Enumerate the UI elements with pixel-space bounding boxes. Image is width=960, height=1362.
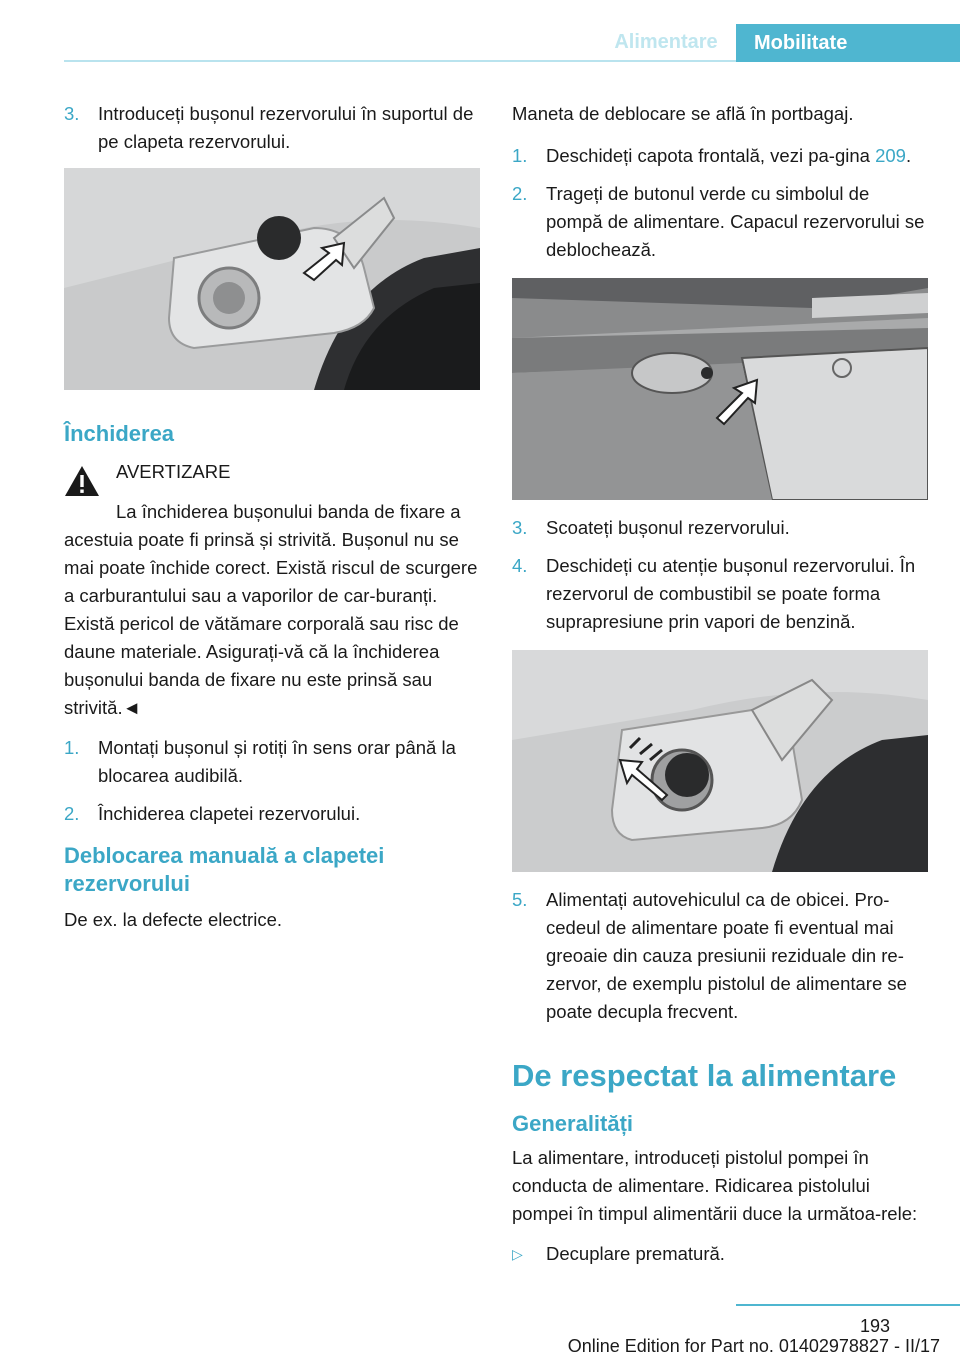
triangle-bullet-icon: ▷	[512, 1246, 523, 1262]
list-item	[512, 514, 930, 542]
right-column	[512, 100, 930, 1268]
section-heading-general: Generalități	[512, 1111, 634, 1136]
list-item	[64, 800, 480, 828]
step-text: Alimentați autovehiculul ca de obicei. Pro-cedeul de alimentare poate fi eventual mai greoaie din cauza presiunii reziduale din re-zervor, de exemplu pistolul de alimentare se poate decupla frecvent.	[546, 889, 907, 1022]
step-open-hood	[512, 142, 930, 170]
list-item	[64, 734, 480, 790]
edition-footer: Online Edition for Part no. 01402978827 - II/17	[567, 1336, 940, 1356]
close-steps	[64, 734, 480, 828]
section-heading-close: Închiderea	[64, 421, 175, 446]
step-text: Închiderea clapetei rezervorului.	[98, 803, 361, 824]
left-column	[64, 100, 480, 934]
list-item	[512, 1240, 930, 1268]
tab-mobilitate[interactable]: Mobilitate	[736, 24, 960, 62]
step-number: 3.	[64, 103, 80, 124]
general-text: La alimentare, introduceți pistolul pompei în conducta de alimentare. Ridicarea pistolului pompei în timpul alimentării duce la următoa-rele:	[512, 1147, 918, 1224]
warning-title: AVERTIZARE	[116, 461, 231, 482]
intro-text: Maneta de deblocare se află în portbagaj.	[512, 103, 854, 124]
warning-icon	[64, 464, 100, 498]
step-text: Trageți de butonul verde cu simbolul de pompă de alimentare. Capacul rezervorului se deblochează.	[546, 183, 925, 260]
steps-remove-cap	[512, 514, 930, 636]
step-text: Introduceți bușonul rezervorului în suportul de pe clapeta rezervorului.	[98, 103, 474, 152]
list-item	[512, 552, 930, 636]
page-number: 193	[860, 1316, 891, 1336]
step-number: 5.	[512, 889, 528, 910]
bullet-text: Decuplare prematură.	[546, 1243, 725, 1264]
section-heading-manual: Deblocarea manuală a clapetei rezervorului	[64, 843, 385, 896]
step-text: Deschideți cu atenție bușonul rezervorului. În rezervorul de combustibil se poate forma suprapresiune prin vapori de benzină.	[546, 555, 916, 632]
step-number: 4.	[512, 555, 528, 576]
tab-alimentare[interactable]: Alimentare	[614, 30, 718, 53]
fuel-cap-photo	[64, 168, 480, 390]
step-number: 2.	[512, 183, 528, 204]
step-insert-cap	[64, 100, 480, 156]
step-refuel	[512, 886, 930, 1026]
step-text-main: Deschideți capota frontală, vezi pa-gina	[546, 145, 876, 166]
step-text: Scoateți bușonul rezervorului.	[546, 517, 790, 538]
manual-text: De ex. la defecte electrice.	[64, 909, 282, 930]
step-number: 1.	[64, 737, 80, 758]
release-lever-photo	[512, 278, 928, 500]
step-text	[546, 142, 930, 170]
step-number: 2.	[64, 803, 80, 824]
page-link-209[interactable]: 209	[875, 145, 906, 166]
footer-rule	[736, 1304, 960, 1306]
open-cap-photo	[512, 650, 928, 872]
step-pull-button	[512, 180, 930, 264]
step-number: 3.	[512, 517, 528, 538]
section-heading-refuel: De respectat la alimentare	[512, 1058, 897, 1093]
warning-body: La închiderea bușonului banda de fixare a acestuia poate fi prinsă și strivită. Bușonul nu se mai poate închide corect. Există riscul de scurgere a carburantului sau a vaporilor de car-buranți. Există pericol de vătămare corporală sau risc de daune materiale. Asigurați-vă că la închiderea bușonului banda de fixare nu este prinsă sau strivită.◄	[64, 501, 478, 718]
warning-block	[64, 458, 480, 722]
step-number: 1.	[512, 145, 528, 166]
step-text: Montați bușonul și rotiți în sens orar până la blocarea audibilă.	[98, 737, 456, 786]
step-text-end: .	[905, 145, 912, 166]
